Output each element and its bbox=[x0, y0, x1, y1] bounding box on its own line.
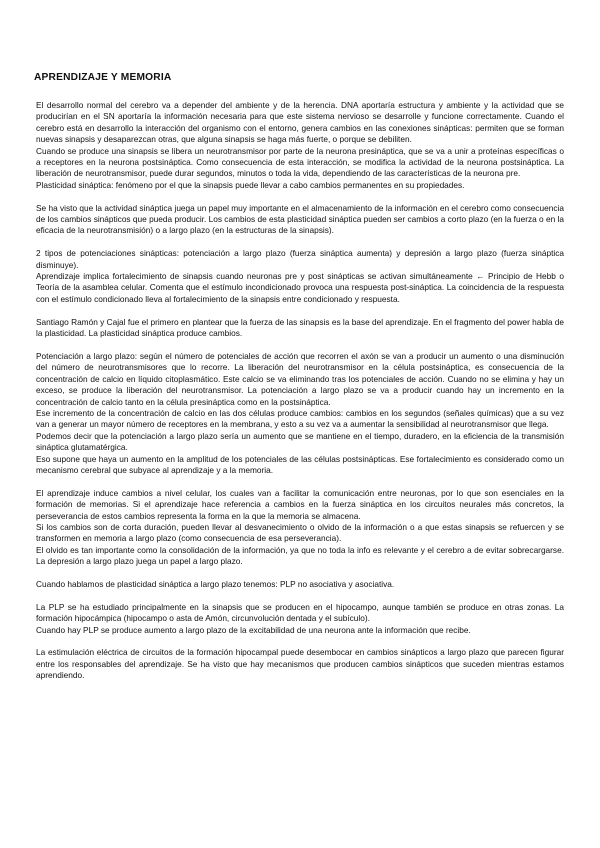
paragraph: El desarrollo normal del cerebro va a depender del ambiente y de la herencia. DNA aportaría estructura y ambiente y la actividad que se producirían en el SN aportaría la información necesaria para que este sistema nervioso se desarrolle y funcione correctamente. Cuando el cerebro está en desarrollo la interacción del organismo con el entorno, genera cambios en las conexiones sinápticas: permiten que se forman nuevas sinapsis y desaparezcan otras, que alguna sinapsis se haga más fuerte, o porque se debiliten. bbox=[36, 100, 564, 145]
paragraph: Santiago Ramón y Cajal fue el primero en plantear que la fuerza de las sinapsis es la base del aprendizaje. En el fragmento del power habla de la plasticidad. La plasticidad sináptica produce cambios. bbox=[36, 316, 564, 339]
paragraph: Podemos decir que la potenciación a largo plazo sería un aumento que se mantiene en el tiempo, duradero, en la eficiencia de la transmisión sináptica glutamatérgica. bbox=[36, 430, 564, 453]
paragraph: Si los cambios son de corta duración, pueden llevar al desvanecimiento o olvido de la información o a que estas sinapsis se refuercen y se transformen en memoria a largo plazo (como consecuencia de esa perseverancia). bbox=[36, 521, 564, 544]
document-title: APRENDIZAJE Y MEMORIA bbox=[34, 72, 172, 83]
paragraph-gap bbox=[36, 339, 564, 350]
document-body bbox=[36, 100, 564, 682]
paragraph: Cuando hay PLP se produce aumento a largo plazo de la excitabilidad de una neurona ante la información que recibe. bbox=[36, 624, 471, 635]
paragraph-gap bbox=[36, 476, 564, 487]
paragraph: Aprendizaje implica fortalecimiento de sinapsis cuando neuronas pre y post sinápticas se activan simultáneamente ← Principio de Hebb o Teoría de la asamblea celular. Comenta que el estímulo incondicionado provoca una respuesta post-sináptica. La coincidencia de la respuesta con el estímulo condicionado lleva al fortalecimiento de la sinapsis entre condicionado y respuesta. bbox=[36, 271, 564, 304]
paragraph: Eso supone que haya un aumento en la amplitud de los potenciales de las células postsinápticas. Ese fortalecimiento es considerado como un mecanismo cerebral que subyace al aprendizaje y a la memoria. bbox=[36, 453, 564, 475]
paragraph: La estimulación eléctrica de circuitos de la formación hipocampal puede desembocar en cambios sinápticos a largo plazo que parecen figurar entre los responsables del aprendizaje. Se ha visto que hay mecanismos que producen cambios sinápticos que suceden mientras estamos aprendiendo. bbox=[36, 647, 564, 681]
paragraph-gap bbox=[36, 191, 564, 202]
paragraph-gap bbox=[36, 568, 564, 579]
paragraph-gap bbox=[36, 590, 564, 601]
paragraph: Cuando se produce una sinapsis se libera un neurotransmisor por parte de la neurona presináptica, que se va a unir a proteínas específicas o a receptores en la neurona postsináptica. Como consecuencia de esta interacción, se modifica la actividad de la neurona postsináptica. La liberación de neurotransmisor, puede durar segundos, minutos o toda la vida, dependiendo de las características de la neurona pre. bbox=[36, 145, 564, 179]
paragraph: El olvido es tan importante como la consolidación de la información, ya que no toda la info es relevante y el cerebro a de evitar sobrecargarse. La depresión a largo plazo juega un papel a largo plazo. bbox=[36, 544, 564, 567]
paragraph: Potenciación a largo plazo: según el número de potenciales de acción que recorren el axón se van a producir un aumento o una disminución del número de neurotransmisores que lo recorre. La liberación del neurotransmisor en la célula postsináptica, es consecuencia de la concentración de calcio en líquido citoplasmático. Este calcio se va eliminando tras los potenciales de acción. Cuando no se elimina y hay un exceso, se produce la liberación del neurotransmisor. La potenciación a largo plazo se va a producir cuando hay un incremento en la concentración de calcio tanto en la célula presináptica como en la postsináptica. bbox=[36, 350, 564, 407]
paragraph: Se ha visto que la actividad sináptica juega un papel muy importante en el almacenamiento de la información en el cerebro como consecuencia de los cambios sinápticos que pueda producir. Los cambios de esta plasticidad sináptica pueden ser cambios a corto plazo (en la fuerza o en la eficacia de la neurotransmisión) o a largo plazo (en la estructuras de la sinapsis). bbox=[36, 202, 564, 236]
paragraph: Plasticidad sináptica: fenómeno por el que la sinapsis puede llevar a cabo cambios permanentes en su propiedades. bbox=[36, 179, 465, 190]
paragraph: La PLP se ha estudiado principalmente en la sinapsis que se producen en el hipocampo, aunque también se produce en otras zonas. La formación hipocámpica (hipocampo o asta de Amón, circunvolución dentada y el subículo). bbox=[36, 601, 564, 624]
paragraph: Cuando hablamos de plasticidad sináptica a largo plazo tenemos: PLP no asociativa y asociativa. bbox=[36, 578, 395, 589]
paragraph-gap bbox=[36, 305, 564, 316]
paragraph: 2 tipos de potenciaciones sinápticas: potenciación a largo plazo (fuerza sináptica aumenta) y depresión a largo plazo (fuerza sináptica disminuye). bbox=[36, 248, 564, 270]
paragraph: El aprendizaje induce cambios a nivel celular, los cuales van a facilitar la comunicación entre neuronas, por lo que son esenciales en la formación de memorias. Si el aprendizaje hace referencia a cambios en la fuerza sináptica en los circuitos neurales más concretos, la perseverancia de estos cambios representa la forma en la que la memoria se almacena. bbox=[36, 487, 564, 521]
paragraph-gap bbox=[36, 237, 564, 248]
paragraph-gap bbox=[36, 636, 564, 647]
paragraph: Ese incremento de la concentración de calcio en las dos células produce cambios: cambios en los segundos (señales químicas) que a su vez van a generar un mayor número de receptores en la membrana, y esto a su vez va a aumentar la sensibilidad al neurotransmisor que llega. bbox=[36, 407, 564, 430]
